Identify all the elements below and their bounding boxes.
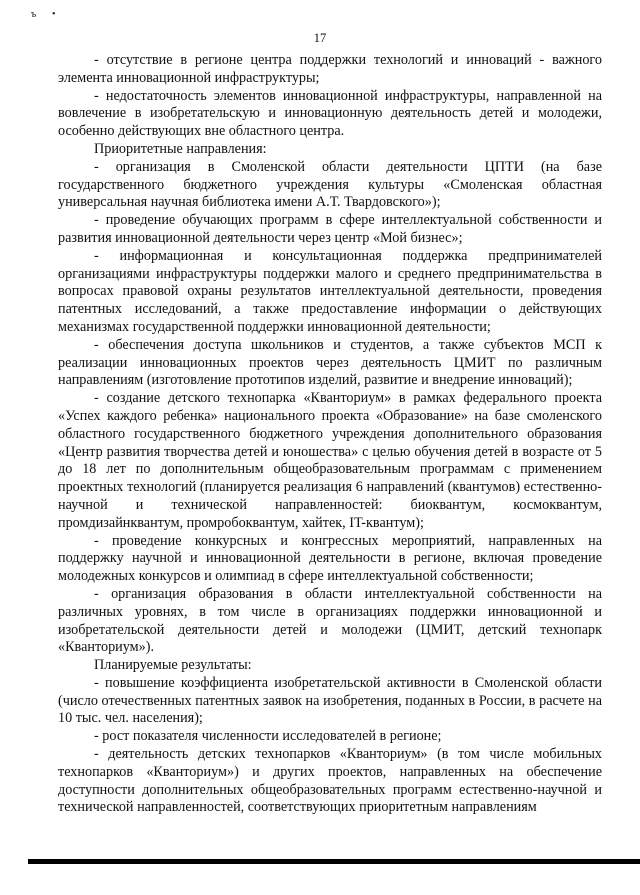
paragraph: - создание детского технопарка «Кванториум» в рамках федерального проекта «Успех каждого ребенка» национального проекта «Образование» на базе смоленского областного государственного бюджетного учреждения дополнительного образования «Центр развития творчества детей и юношества» с целью обучения детей в возрасте от 5 до 18 лет по дополнительным общеобразовательным программам с применением проектных технологий (планируется реализация 6 направлений (квантумов) естественно-научной и технической направленностей: биоквантум, космоквантум, промдизайнквантум, промробоквантум, хайтек, IT-квантум); bbox=[58, 390, 602, 531]
section-heading: Приоритетные направления: bbox=[94, 140, 267, 157]
paragraph: - информационная и консультационная поддержка предпринимателей организациями инфраструктуры поддержки малого и среднего предпринимательства в вопросах правовой охраны результатов интеллектуальной деятельности, проведения патентных исследований, а также предоставление информации о действующих механизмах государственной поддержки инновационной деятельности; bbox=[58, 247, 602, 335]
paragraph: - недостаточность элементов инновационной инфраструктуры, направленной на вовлечение в изобретательскую и инновационную деятельность детей и молодежи, особенно действующих вне областного центра. bbox=[58, 87, 602, 140]
paragraph: - организация в Смоленской области деятельности ЦПТИ (на базе государственного бюджетного учреждения культуры «Смоленская областная универсальная научная библиотека имени А.Т. Твардовского»); bbox=[58, 158, 602, 211]
paragraph: - повышение коэффициента изобретательской активности в Смоленской области (число отечественных патентных заявок на изобретения, поданных в России, в расчете на 10 тыс. чел. населения); bbox=[58, 674, 602, 727]
paragraph: - организация образования в области интеллектуальной собственности на различных уровнях, в том числе в организациях поддержки инновационной и изобретательской деятельности детей и молодежи (ЦМИТ, детский технопарк «Кванториум»). bbox=[58, 585, 602, 656]
corner-dot: • bbox=[52, 9, 56, 20]
paragraph: - обеспечения доступа школьников и студентов, а также субъектов МСП к реализации инновационных проектов через деятельность ЦМИТ по различным направлениям (изготовление прототипов изделий, развитие и внедрение инноваций); bbox=[58, 336, 602, 389]
section-heading: Планируемые результаты: bbox=[94, 657, 252, 674]
page-number: 17 bbox=[313, 31, 327, 45]
paragraph: - рост показателя численности исследователей в регионе; bbox=[94, 728, 442, 745]
paragraph: - проведение обучающих программ в сфере интеллектуальной собственности и развития инновационной деятельности через центр «Мой бизнес»; bbox=[58, 212, 602, 246]
paragraph: - отсутствие в регионе центра поддержки технологий и инноваций - важного элемента инновационной инфраструктуры; bbox=[58, 52, 602, 86]
corner-mark: ъ bbox=[31, 9, 37, 20]
paragraph: - проведение конкурсных и конгрессных мероприятий, направленных на поддержку научной и инновационной деятельности в регионе, включая проведение молодежных конкурсов и олимпиад в сфере интеллектуальной собственности; bbox=[58, 532, 602, 585]
bottom-border-line bbox=[28, 859, 640, 864]
paragraph: - деятельность детских технопарков «Кванториум» (в том числе мобильных технопарков «Кванториум») и других проектов, направленных на обеспечение доступности дополнительных общеобразовательных программ естественно-научной и технической направленностей, соответствующих приоритетным направлениям bbox=[58, 746, 602, 816]
document-body bbox=[58, 52, 602, 817]
